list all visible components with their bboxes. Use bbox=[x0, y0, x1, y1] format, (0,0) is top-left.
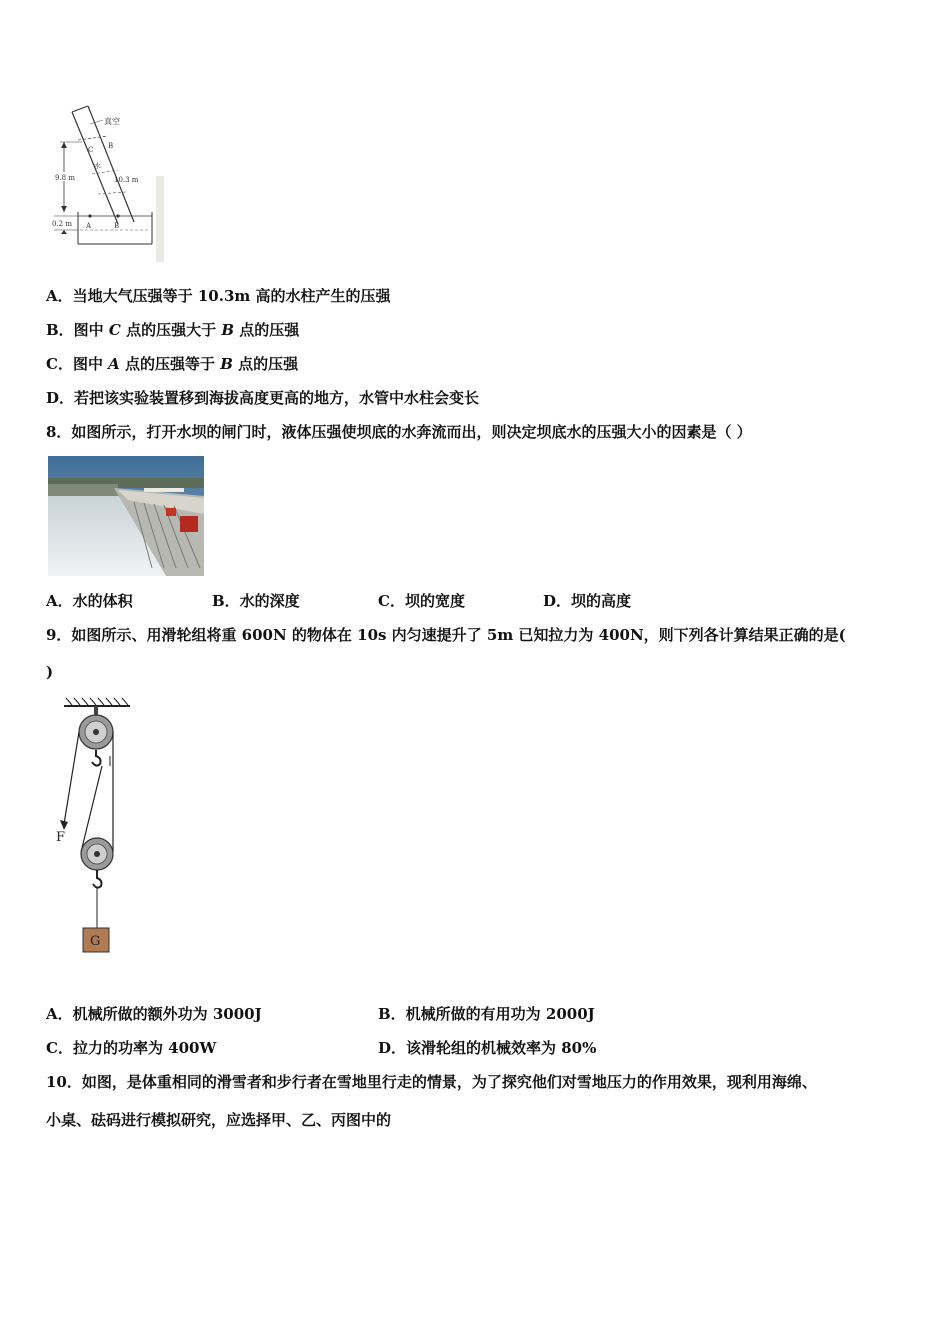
q7-option-c-var-b: B bbox=[220, 355, 233, 373]
q7-option-b bbox=[46, 320, 299, 340]
weight-g-label: G bbox=[90, 934, 101, 949]
q7-option-c-text-end: 点的压强 bbox=[232, 355, 299, 373]
vacuum-label: 真空 bbox=[104, 117, 120, 126]
q7-option-c-text-mid: 点的压强等于 bbox=[119, 355, 221, 373]
q10-stem-line2: 小桌、砝码进行模拟研究，应选择甲、乙、丙图中的 bbox=[46, 1111, 392, 1129]
q9-stem-line1: 9．如图所示、用滑轮组将重 600N 的物体在 10s 内匀速提升了 5m 已知拉力为 400N，则下列各计算结果正确的是( bbox=[46, 626, 846, 644]
q10-stem-line1: 10．如图，是体重相同的滑雪者和步行者在雪地里行走的情景，为了探究他们对雪地压力的作用效果，现利用海绵、 bbox=[46, 1073, 817, 1091]
point-a-label: A bbox=[86, 222, 92, 230]
q7-option-c-var-a: A bbox=[108, 355, 120, 373]
height-98-label: 9.8 m bbox=[55, 174, 75, 182]
q7-option-a: A．当地大气压强等于 10.3m 高的水柱产生的压强 bbox=[46, 287, 391, 305]
q7-option-c-text: C．图中 bbox=[46, 355, 109, 373]
point-c-label: C bbox=[88, 146, 94, 154]
q9-option-a: A．机械所做的额外功为 3000J bbox=[46, 1005, 262, 1023]
q8-option-a: A．水的体积 bbox=[46, 592, 133, 610]
force-f-label: F bbox=[56, 830, 66, 845]
q8-option-c: C．坝的宽度 bbox=[378, 592, 465, 610]
q7-option-b-text-end: 点的压强 bbox=[234, 321, 300, 339]
q7-option-b-text: B．图中 bbox=[46, 321, 109, 339]
q8-option-b: B．水的深度 bbox=[212, 592, 300, 610]
water-column-figure bbox=[48, 96, 166, 264]
q9-option-d: D．该滑轮组的机械效率为 80% bbox=[378, 1039, 597, 1057]
q9-stem-line2: ) bbox=[46, 663, 54, 681]
q7-option-b-var-c: C bbox=[108, 321, 121, 339]
q7-option-d: D．若把该实验装置移到海拔高度更高的地方，水管中水柱会变长 bbox=[46, 389, 480, 407]
q7-option-b-var-b: B bbox=[221, 321, 234, 339]
point-b-label: B bbox=[114, 222, 120, 230]
length-103-label: 10.3 m bbox=[114, 176, 139, 184]
depth-02-label: 0.2 m bbox=[52, 220, 72, 228]
dam-photo bbox=[48, 456, 204, 576]
water-label: 水 bbox=[94, 162, 101, 170]
q9-option-b: B．机械所做的有用功为 2000J bbox=[378, 1005, 595, 1023]
q7-option-c bbox=[46, 354, 298, 374]
q8-stem: 8．如图所示，打开水坝的闸门时，液体压强使坝底的水奔流而出，则决定坝底水的压强大小的因素是（ ） bbox=[46, 423, 752, 441]
q7-option-b-text-mid: 点的压强大于 bbox=[120, 321, 222, 339]
q9-option-c: C．拉力的功率为 400W bbox=[46, 1039, 217, 1057]
q8-option-d: D．坝的高度 bbox=[543, 592, 632, 610]
pulley-figure bbox=[50, 696, 140, 958]
point-b-top-label: B bbox=[108, 142, 114, 150]
